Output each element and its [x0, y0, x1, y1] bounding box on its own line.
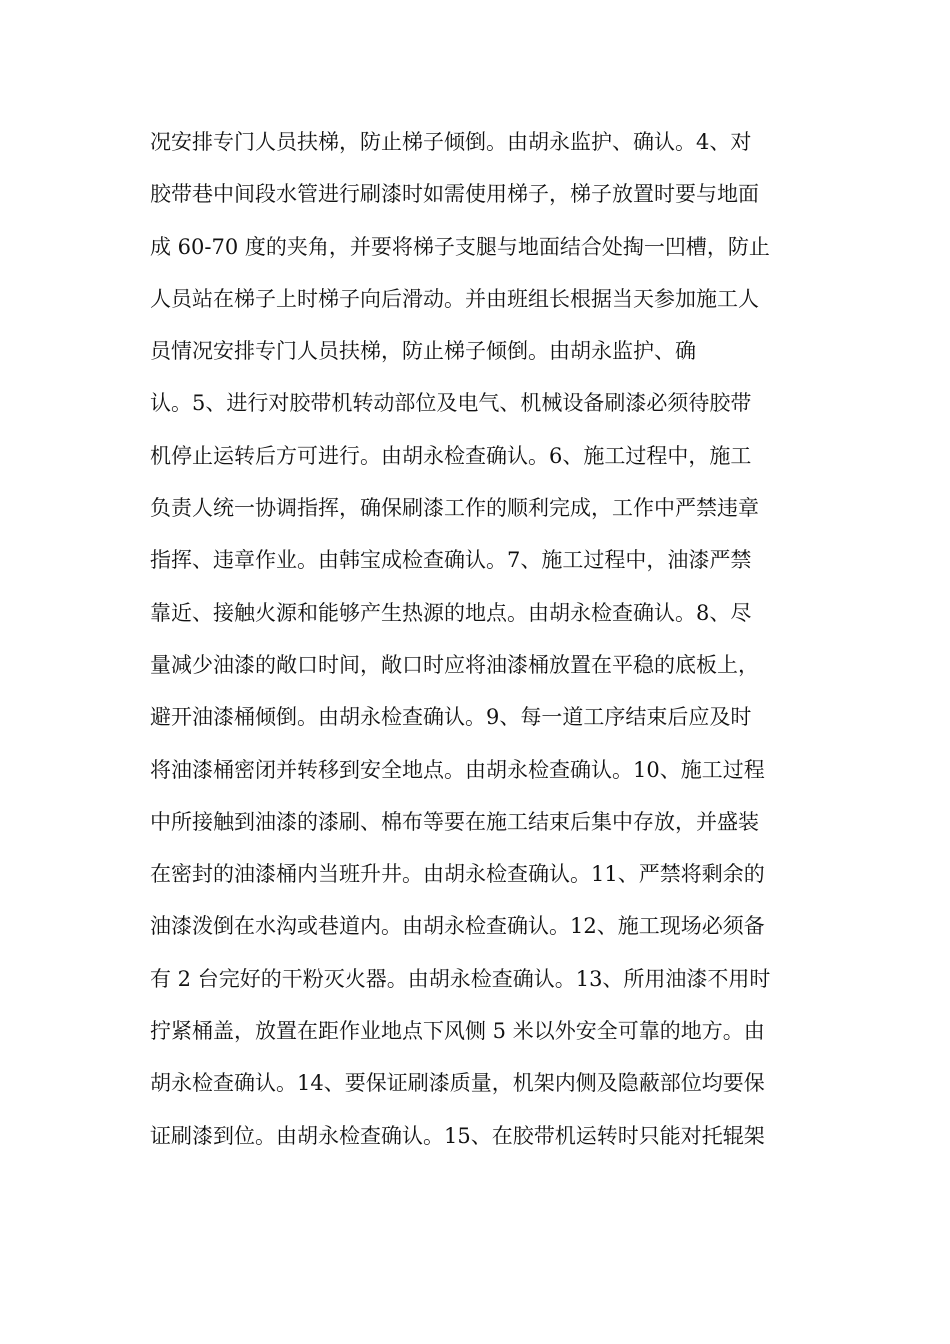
- text-line: 况安排专门人员扶梯，防止梯子倾倒。由胡永监护、确认。4、对: [150, 130, 752, 154]
- text-line: 胡永检查确认。14、要保证刷漆质量，机架内侧及隐蔽部位均要保: [150, 1071, 765, 1096]
- text-line: 中所接触到油漆的漆刷、棉布等要在施工结束后集中存放，并盛装: [150, 809, 759, 834]
- text-line: 拧紧桶盖，放置在距作业地点下风侧 5 米以外安全可靠的地方。由: [150, 1019, 765, 1044]
- text-line: 避开油漆桶倾倒。由胡永检查确认。9、每一道工序结束后应及时: [150, 705, 752, 730]
- text-line: 在密封的油漆桶内当班升井。由胡永检查确认。11、严禁将剩余的: [150, 862, 765, 887]
- text-line: 油漆泼倒在水沟或巷道内。由胡永检查确认。12、施工现场必须备: [150, 914, 765, 939]
- text-line: 靠近、接触火源和能够产生热源的地点。由胡永检查确认。8、尽: [150, 600, 752, 625]
- text-line: 胶带巷中间段水管进行刷漆时如需使用梯子，梯子放置时要与地面: [150, 182, 759, 207]
- text-line: 有 2 台完好的干粉灭火器。由胡永检查确认。13、所用油漆不用时: [150, 966, 771, 991]
- text-line: 将油漆桶密闭并转移到安全地点。由胡永检查确认。10、施工过程: [150, 757, 765, 782]
- text-line: 机停止运转后方可进行。由胡永检查确认。6、施工过程中，施工: [150, 443, 752, 468]
- text-line: 负责人统一协调指挥，确保刷漆工作的顺利完成，工作中严禁违章: [150, 496, 759, 521]
- text-line: 量减少油漆的敞口时间，敞口时应将油漆桶放置在平稳的底板上，: [150, 652, 759, 677]
- text-line: 员情况安排专门人员扶梯，防止梯子倾倒。由胡永监护、确: [150, 339, 696, 364]
- text-line: 认。5、进行对胶带机转动部位及电气、机械设备刷漆必须待胶带: [150, 391, 752, 416]
- text-line: 人员站在梯子上时梯子向后滑动。并由班组长根据当天参加施工人: [150, 286, 759, 311]
- text-line: 成 60-70 度的夹角，并要将梯子支腿与地面结合处掏一凹槽，防止: [150, 234, 770, 259]
- text-line: 指挥、违章作业。由韩宝成检查确认。7、施工过程中，油漆严禁: [150, 548, 752, 573]
- body-text: [150, 116, 810, 1162]
- text-line: 证刷漆到位。由胡永检查确认。15、在胶带机运转时只能对托辊架: [150, 1123, 765, 1148]
